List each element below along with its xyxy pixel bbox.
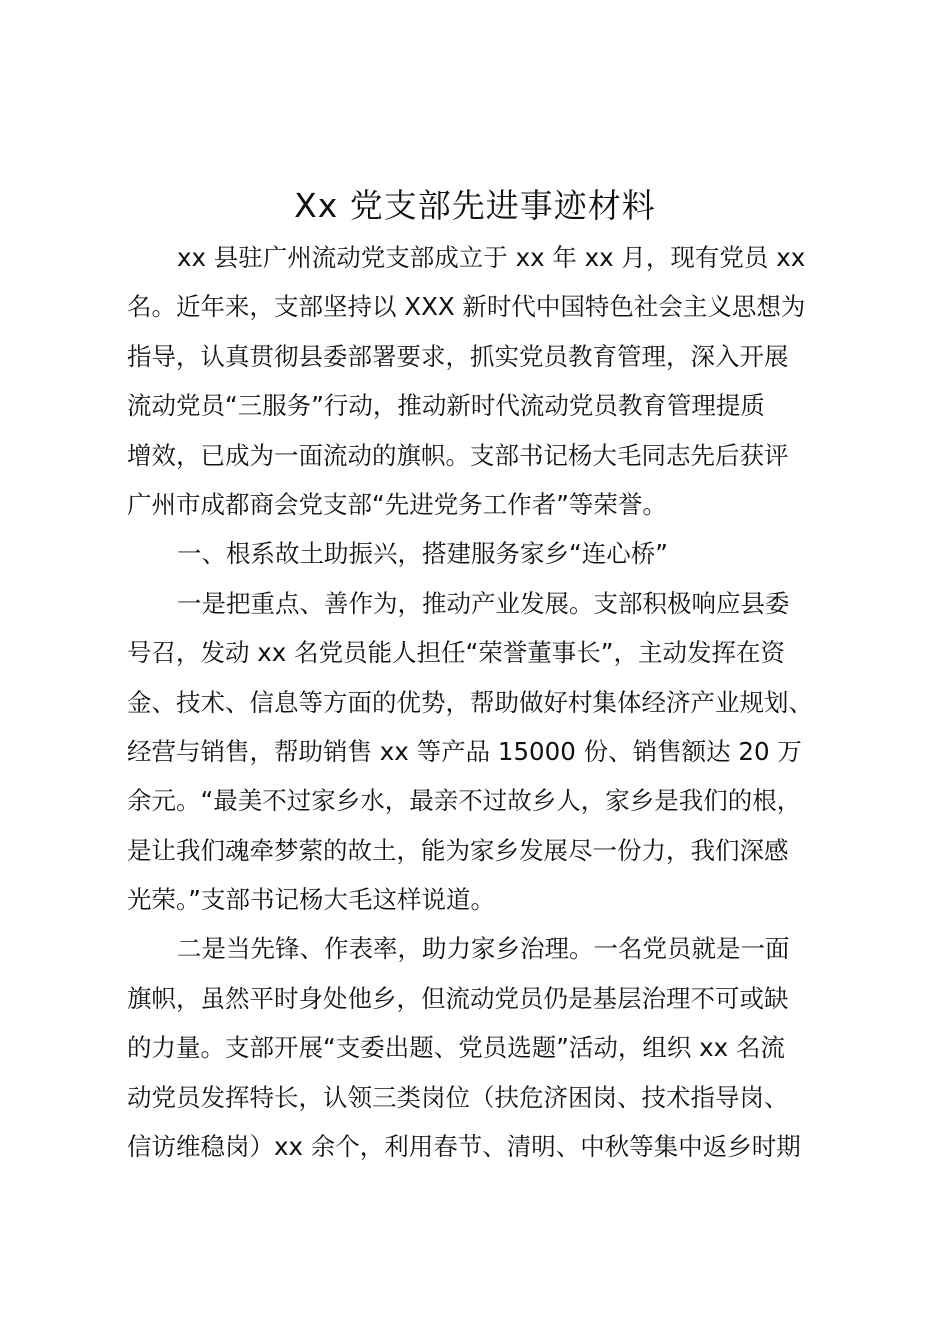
section-heading bbox=[127, 529, 839, 578]
text-line: 二是当先锋、作表率，助力家乡治理。一名党员就是一面 bbox=[177, 934, 790, 964]
text-line: 增效，已成为一面流动的旗帜。支部书记杨大毛同志先后获评 bbox=[127, 440, 789, 470]
governance-paragraph bbox=[127, 924, 839, 1171]
text-line: 经营与销售，帮助销售 xx 等产品 15000 份、销售额达 20 万 bbox=[127, 736, 802, 766]
industry-paragraph bbox=[127, 579, 839, 925]
text-line: 指导，认真贯彻县委部署要求，抓实党员教育管理，深入开展 bbox=[127, 341, 789, 371]
text-line: 的力量。支部开展“支委出题、党员选题”活动，组织 xx 名流 bbox=[127, 1033, 785, 1063]
text-line: 流动党员“三服务”行动，推动新时代流动党员教育管理提质 bbox=[127, 391, 765, 421]
text-line: 名。近年来，支部坚持以 XXX 新时代中国特色社会主义思想为 bbox=[127, 292, 806, 322]
text-line: 金、技术、信息等方面的优势，帮助做好村集体经济产业规划、 bbox=[127, 687, 813, 717]
intro-paragraph bbox=[127, 233, 839, 529]
text-line: 号召，发动 xx 名党员能人担任“荣誉董事长”，主动发挥在资 bbox=[127, 638, 785, 668]
text-line: 光荣。”支部书记杨大毛这样说道。 bbox=[127, 885, 495, 915]
text-line: 广州市成都商会党支部“先进党务工作者”等荣誉。 bbox=[127, 489, 667, 519]
text-line: 是让我们魂牵梦萦的故土，能为家乡发展尽一份力，我们深感 bbox=[127, 835, 789, 865]
text-line: 动党员发挥特长，认领三类岗位（扶危济困岗、技术指导岗、 bbox=[127, 1082, 789, 1112]
text-line: 旗帜，虽然平时身处他乡，但流动党员仍是基层治理不可或缺 bbox=[127, 983, 789, 1013]
document-body bbox=[127, 233, 839, 1171]
text-line: 一是把重点、善作为，推动产业发展。支部积极响应县委 bbox=[177, 588, 790, 618]
document-title: Xx 党支部先进事迹材料 bbox=[294, 186, 656, 225]
text-line: 余元。“最美不过家乡水，最亲不过故乡人，家乡是我们的根， bbox=[127, 786, 802, 816]
text-line: 信访维稳岗）xx 余个，利用春节、清明、中秋等集中返乡时期 bbox=[127, 1132, 801, 1162]
section-heading-text: 一、根系故土助振兴，搭建服务家乡“连心桥” bbox=[177, 539, 668, 569]
text-line: xx 县驻广州流动党支部成立于 xx 年 xx 月，现有党员 xx bbox=[177, 243, 806, 272]
